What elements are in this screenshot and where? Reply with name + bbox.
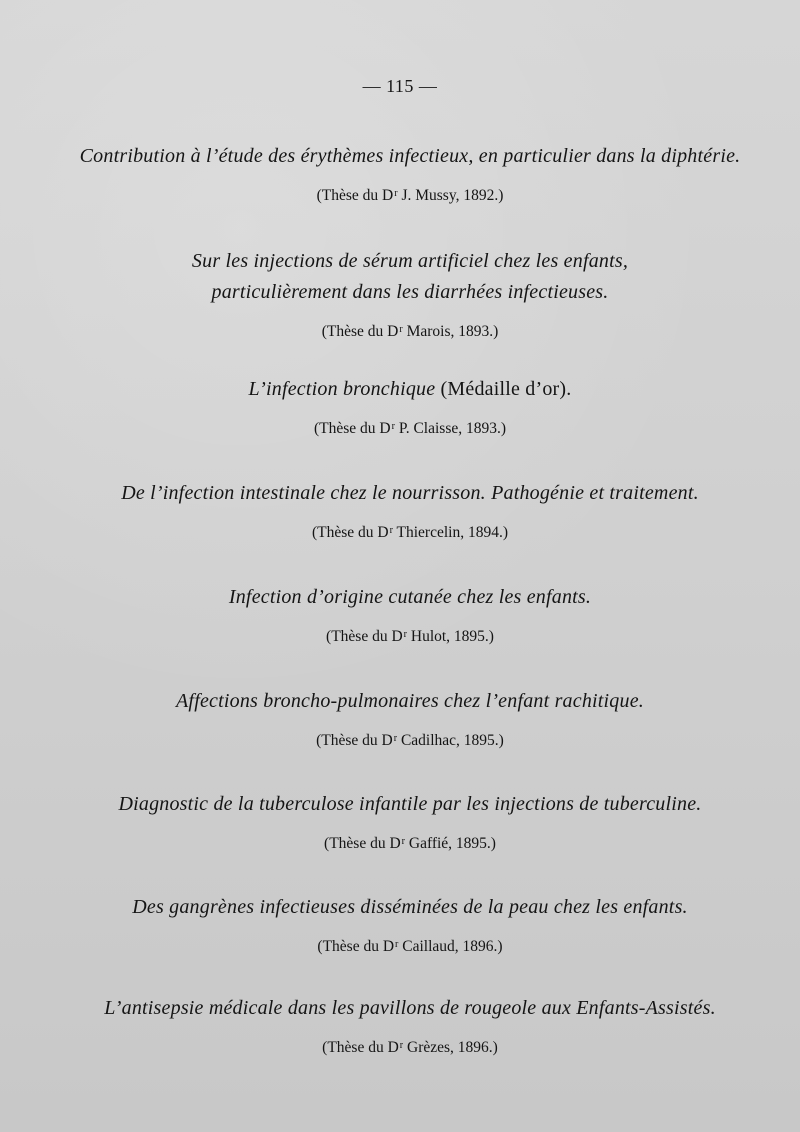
thesis-citation: [60, 1034, 760, 1060]
title-line: Contribution à l’étude des érythèmes infectieux, en particulier dans la diphtérie.: [79, 145, 741, 167]
title-line: Des gangrènes infectieuses disséminées de la peau chez les enfants.: [132, 896, 688, 918]
citation-superscript: r: [391, 421, 395, 432]
title-line: Infection d’origine cutanée chez les enfants.: [228, 586, 592, 608]
citation-suffix: Grèzes, 1896.): [403, 1039, 498, 1056]
thesis-entry: [60, 374, 760, 441]
thesis-entry: [60, 141, 760, 208]
thesis-title: [60, 246, 760, 308]
thesis-citation: [60, 933, 760, 959]
thesis-entry: [60, 789, 760, 856]
thesis-title: [60, 686, 760, 717]
thesis-citation: [60, 415, 760, 441]
citation-suffix: Thiercelin, 1894.): [392, 524, 509, 541]
citation-suffix: Caillaud, 1896.): [398, 938, 503, 955]
citation-suffix: P. Claisse, 1893.): [394, 420, 507, 437]
citation-prefix: (Thèse du D: [326, 628, 403, 645]
citation-superscript: r: [403, 629, 407, 640]
citation-prefix: (Thèse du D: [313, 420, 391, 437]
citation-prefix: (Thèse du D: [317, 938, 395, 955]
citation-superscript: r: [395, 939, 399, 950]
title-upright: (Médaille d’or).: [435, 378, 572, 400]
thesis-title: [60, 993, 760, 1024]
thesis-citation: [60, 318, 760, 344]
citation-prefix: (Thèse du D: [322, 1039, 399, 1056]
citation-suffix: Gaffié, 1895.): [405, 835, 496, 852]
thesis-title: [60, 582, 760, 613]
title-italic: L’infection bronchique: [248, 378, 436, 400]
title-line: particulièrement dans les diarrhées infectieuses.: [211, 281, 609, 303]
title-line: L’antisepsie médicale dans les pavillons de rougeole aux Enfants-Assistés.: [104, 997, 716, 1019]
citation-suffix: J. Mussy, 1892.): [397, 187, 504, 204]
citation-prefix: (Thèse du D: [311, 524, 389, 541]
thesis-title: [60, 892, 760, 923]
thesis-title: [60, 374, 760, 405]
thesis-title: [60, 789, 760, 820]
citation-superscript: r: [393, 733, 398, 744]
title-line: Diagnostic de la tuberculose infantile par les injections de tuberculine.: [118, 793, 702, 815]
citation-suffix: Cadilhac, 1895.): [397, 732, 504, 749]
thesis-entry: [60, 993, 760, 1060]
thesis-title: [60, 478, 760, 509]
thesis-entry: [60, 892, 760, 959]
thesis-citation: [60, 830, 760, 856]
thesis-entry: [60, 686, 760, 753]
thesis-citation: [60, 519, 760, 545]
citation-superscript: r: [401, 836, 405, 847]
title-line: Affections broncho-pulmonaires chez l’enfant rachitique.: [176, 690, 644, 712]
title-line: De l’infection intestinale chez le nourrisson. Pathogénie et traitement.: [121, 482, 699, 504]
title-line: Sur les injections de sérum artificiel chez les enfants,: [191, 250, 629, 272]
page-number: — 115 —: [362, 76, 438, 96]
citation-prefix: (Thèse du D: [316, 732, 393, 749]
citation-superscript: r: [394, 188, 398, 199]
citation-superscript: r: [389, 525, 393, 536]
thesis-title: [60, 141, 760, 172]
thesis-entry: [60, 478, 760, 545]
citation-prefix: (Thèse du D: [324, 835, 401, 852]
thesis-entry: [60, 246, 760, 344]
citation-prefix: (Thèse du D: [321, 323, 399, 340]
thesis-citation: [60, 623, 760, 649]
citation-superscript: r: [399, 1040, 404, 1051]
citation-suffix: Hulot, 1895.): [407, 628, 494, 645]
thesis-entry: [60, 582, 760, 649]
citation-suffix: Marois, 1893.): [402, 323, 499, 340]
thesis-citation: [60, 182, 760, 208]
citation-superscript: r: [399, 324, 403, 335]
citation-prefix: (Thèse du D: [316, 187, 394, 204]
thesis-citation: [60, 727, 760, 753]
